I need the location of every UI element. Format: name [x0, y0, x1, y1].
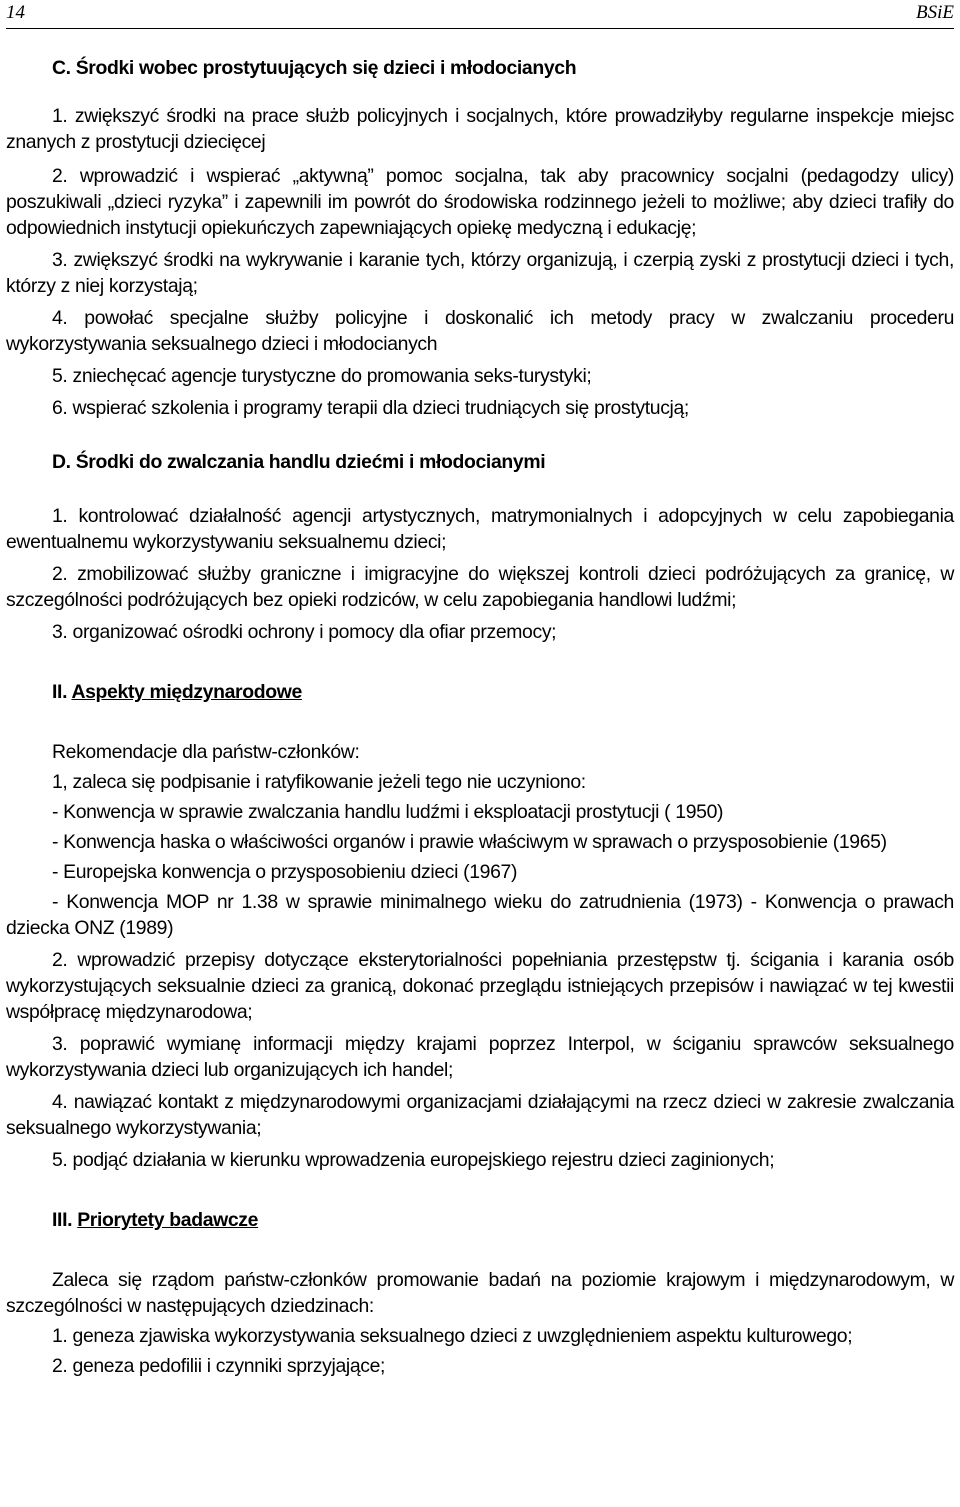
section-iii-number: III.: [52, 1209, 73, 1231]
section-d-item-1: 1. kontrolować działalność agencji artystycznych, matrymonialnych i adopcyjnych w celu zapobiegania ewentualnemu wykorzystywaniu seksualnemu dzieci;: [6, 505, 954, 553]
section-c-item-6: 6. wspierać szkolenia i programy terapii dla dzieci trudniących się prostytucją;: [52, 397, 689, 419]
section-ii-intro: Rekomendacje dla państw-członków:: [52, 741, 360, 763]
section-iii-intro: Zaleca się rządom państw-członków promowanie badań na poziomie krajowym i międzynarodowym, w szczególności w następujących dziedzinach:: [6, 1269, 954, 1317]
section-ii-number: II.: [52, 681, 68, 703]
section-c-item-4: 4. powołać specjalne służby policyjne i doskonalić ich metody pracy w zwalczaniu procederu wykorzystywania seksualnego dzieci i młodocianych: [6, 307, 954, 355]
convention-2: - Konwencja haska o właściwości organów i prawie właściwym w sprawach o przysposobienie (1965): [52, 831, 887, 853]
convention-1: - Konwencja w sprawie zwalczania handlu ludźmi i eksploatacji prostytucji ( 1950): [52, 801, 724, 823]
section-ii-item-2: 2. wprowadzić przepisy dotyczące eksterytorialności popełniania przestępstw tj. ścigania i karania osób wykorzystujących seksualnie dzieci za granicą, dokonać przeglądu istniejących przepisów i nawiązać w tej kwestii współpracę międzynarodowa;: [6, 949, 954, 1023]
convention-4: - Konwencja MOP nr 1.38 w sprawie minimalnego wieku do zatrudnienia (1973) - Konwencja o prawach dziecka ONZ (1989): [6, 891, 954, 939]
journal-name: BSiE: [916, 2, 954, 23]
section-c-item-2: 2. wprowadzić i wspierać „aktywną” pomoc socjalna, tak aby pracownicy socjalni (pedagodzy ulicy) poszukiwali „dzieci ryzyka” i zapewnili im powrót do środowiska rodzinnego jeżeli to możliwe; aby dzieci trafiły do odpowiednich instytucji opiekuńczych zapewniających opiekę medyczną i edukację;: [6, 165, 954, 239]
section-ii-item-4: 4. nawiązać kontakt z międzynarodowymi organizacjami działającymi na rzecz dzieci w zakresie zwalczania seksualnego wykorzystywania;: [6, 1091, 954, 1139]
section-c-heading: C. Środki wobec prostytuujących się dzieci i młodocianych: [52, 57, 577, 79]
convention-3: - Europejska konwencja o przysposobieniu dzieci (1967): [52, 861, 518, 883]
section-ii-item-3: 3. poprawić wymianę informacji między krajami poprzez Interpol, w ściganiu sprawców seksualnego wykorzystywania dzieci lub organizujących ich handel;: [6, 1033, 954, 1081]
section-ii-title: Aspekty międzynarodowe: [71, 681, 302, 703]
section-ii-heading: [52, 679, 954, 705]
page-header: [6, 2, 954, 29]
section-iii-item-2: 2. geneza pedofilii i czynniki sprzyjające;: [52, 1355, 386, 1377]
section-d-heading: D. Środki do zwalczania handlu dziećmi i młodocianymi: [52, 451, 546, 473]
section-c-item-1: 1. zwiększyć środki na prace służb policyjnych i socjalnych, które prowadziłyby regularne inspekcje miejsc znanych z prostytucji dziecięcej: [6, 105, 954, 153]
section-c-item-5: 5. zniechęcać agencje turystyczne do promowania seks-turystyki;: [52, 365, 592, 387]
page-number: 14: [6, 2, 25, 23]
section-iii-heading: [52, 1207, 954, 1233]
section-iii-title: Priorytety badawcze: [77, 1209, 259, 1231]
section-c-item-3: 3. zwiększyć środki na wykrywanie i karanie tych, którzy organizują, i czerpią zyski z prostytucji dzieci i tych, którzy z niej korzystają;: [6, 249, 954, 297]
section-iii-item-1: 1. geneza zjawiska wykorzystywania seksualnego dzieci z uwzględnieniem aspektu kulturowego;: [52, 1325, 853, 1347]
section-d-item-2: 2. zmobilizować służby graniczne i imigracyjne do większej kontroli dzieci podróżujących za granicę, w szczególności podróżujących bez opieki rodziców, w celu zapobiegania handlowi ludźmi;: [6, 563, 954, 611]
section-ii-item-5: 5. podjąć działania w kierunku wprowadzenia europejskiego rejestru dzieci zaginionych;: [52, 1149, 775, 1171]
section-ii-point-1: 1, zaleca się podpisanie i ratyfikowanie jeżeli tego nie uczyniono:: [52, 771, 586, 793]
section-d-item-3: 3. organizować ośrodki ochrony i pomocy dla ofiar przemocy;: [52, 621, 557, 643]
document-body: [6, 55, 954, 1379]
